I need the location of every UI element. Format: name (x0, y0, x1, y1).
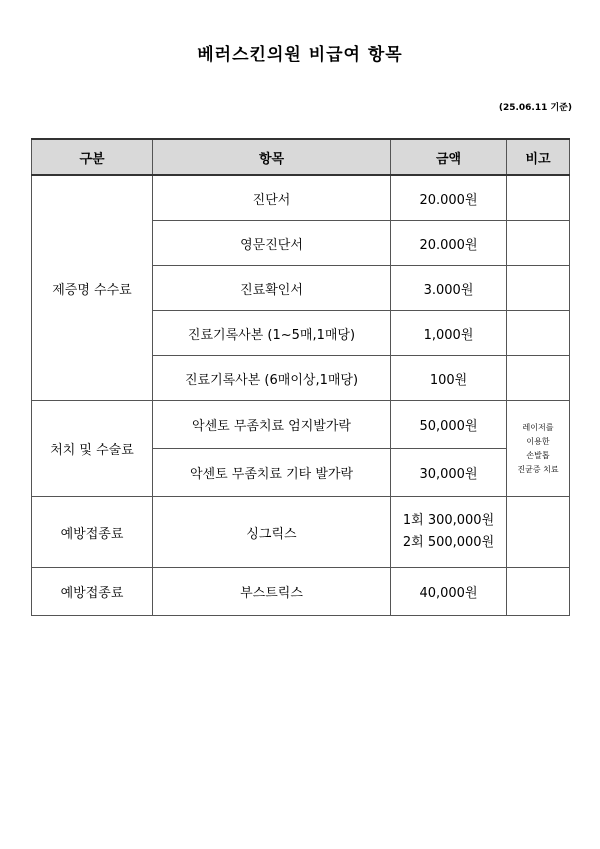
header-item: 항목 (153, 139, 391, 175)
item-cell: 악센토 무좀치료 기타 발가락 (153, 449, 391, 497)
item-cell: 진료기록사본 (1~5매,1매당) (153, 311, 391, 356)
note-cell (507, 356, 570, 401)
header-price: 금액 (391, 139, 507, 175)
item-cell: 진료기록사본 (6매이상,1매당) (153, 356, 391, 401)
header-note: 비고 (507, 139, 570, 175)
category-cell: 예방접종료 (32, 497, 153, 568)
table-row (32, 568, 570, 616)
note-cell (507, 221, 570, 266)
note-line: 레이저를 (522, 422, 554, 432)
category-cell: 예방접종료 (32, 568, 153, 616)
price-cell: 20.000원 (391, 175, 507, 221)
note-cell (507, 266, 570, 311)
header-category: 구분 (32, 139, 153, 175)
note-cell (507, 175, 570, 221)
note-cell (507, 311, 570, 356)
price-cell (391, 497, 507, 568)
price-cell: 100원 (391, 356, 507, 401)
table-row (32, 401, 570, 449)
item-cell: 부스트릭스 (153, 568, 391, 616)
table-header-row (32, 139, 570, 175)
table-row (32, 175, 570, 221)
note-line: 진균증 치료 (517, 464, 559, 474)
note-line: 이용한 (526, 436, 550, 446)
note-cell (507, 401, 570, 497)
reference-date: (25.06.11 기준) (498, 103, 572, 113)
item-cell: 진료확인서 (153, 266, 391, 311)
note-line: 손발톱 (526, 450, 550, 460)
page-title: 베러스킨의원 비급여 항목 (197, 45, 403, 65)
note-cell (507, 497, 570, 568)
price-cell: 3.000원 (391, 266, 507, 311)
price-cell: 30,000원 (391, 449, 507, 497)
table-row (32, 497, 570, 568)
note-cell (507, 568, 570, 616)
price-cell: 1,000원 (391, 311, 507, 356)
price-line: 2회 500,000원 (402, 535, 495, 550)
item-cell: 악센토 무좀치료 엄지발가락 (153, 401, 391, 449)
category-cell: 제증명 수수료 (32, 175, 153, 401)
price-line: 1회 300,000원 (402, 513, 495, 528)
item-cell: 싱그릭스 (153, 497, 391, 568)
item-cell: 진단서 (153, 175, 391, 221)
fee-table (31, 138, 570, 616)
price-cell: 50,000원 (391, 401, 507, 449)
price-cell: 20.000원 (391, 221, 507, 266)
category-cell: 처치 및 수술료 (32, 401, 153, 497)
item-cell: 영문진단서 (153, 221, 391, 266)
price-cell: 40,000원 (391, 568, 507, 616)
